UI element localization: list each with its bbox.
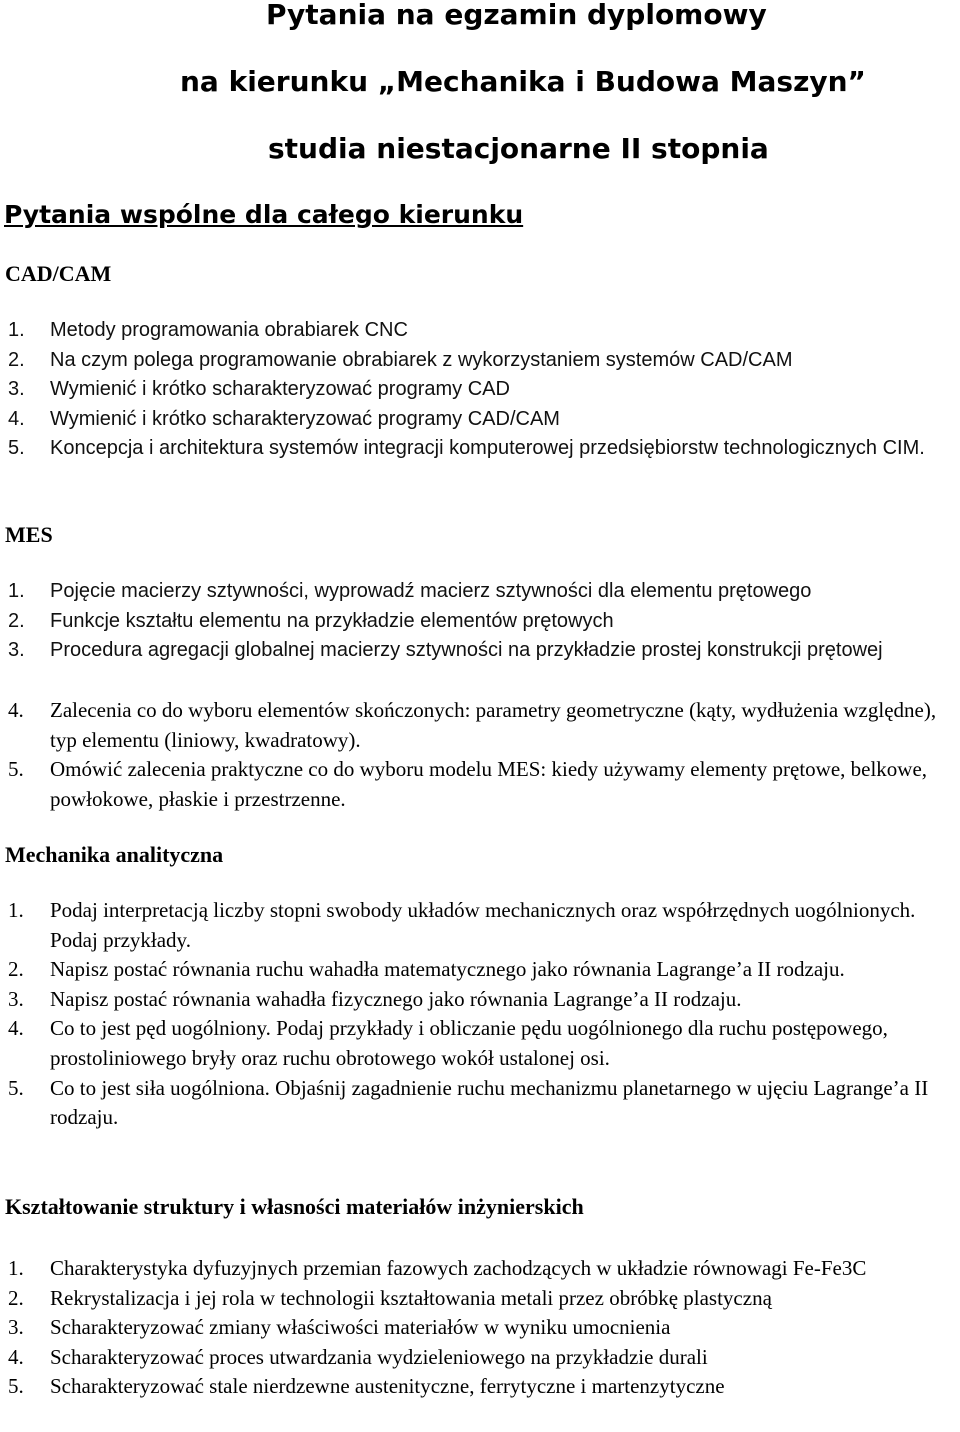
- question-text: Scharakteryzować zmiany właściwości materiałów w wyniku umocnienia: [50, 1315, 671, 1340]
- question-number: 4.: [8, 1016, 24, 1041]
- question-list-mes-continued: [0, 696, 960, 814]
- document-title: Pytania na egzamin dyplomowy: [266, 0, 767, 31]
- question-text: Procedura agregacji globalnej macierzy sztywności na przykładzie prostej konstrukcji prętowej: [50, 639, 883, 662]
- section-heading-mes: MES: [5, 522, 53, 547]
- section-heading-materials-engineering: Kształtowanie struktury i własności materiałów inżynierskich: [5, 1194, 584, 1219]
- question-number: 5.: [8, 757, 24, 782]
- document-subtitle-mode: studia niestacjonarne II stopnia: [268, 132, 769, 165]
- question-number: 5.: [8, 1374, 24, 1399]
- question-text: Napisz postać równania ruchu wahadła matematycznego jako równania Lagrange’a II rodzaju.: [50, 957, 845, 982]
- question-number: 5.: [8, 1075, 24, 1100]
- question-number: 2.: [8, 348, 25, 371]
- question-text: Co to jest pęd uogólniony. Podaj przykłady i obliczanie pędu uogólnionego dla ruchu postępowego, prostoliniowego bryły oraz ruchu obrotowego wokół ustalonej osi.: [50, 1016, 888, 1070]
- question-number: 2.: [8, 957, 24, 982]
- question-text: Na czym polega programowanie obrabiarek z wykorzystaniem systemów CAD/CAM: [50, 348, 793, 371]
- question-list-analytical-mechanics: [0, 896, 960, 1133]
- common-questions-heading: Pytania wspólne dla całego kierunku: [4, 200, 524, 229]
- question-text: Napisz postać równania wahadła fizycznego jako równania Lagrange’a II rodzaju.: [50, 986, 742, 1011]
- question-item: [0, 607, 960, 637]
- question-text: Podaj interpretacją liczby stopni swobody układów mechanicznych oraz współrzędnych uogólnionych. Podaj przykłady.: [50, 898, 916, 952]
- question-item: [0, 1372, 960, 1402]
- question-number: 3.: [8, 986, 24, 1011]
- question-text: Co to jest siła uogólniona. Objaśnij zagadnienie ruchu mechanizmu planetarnego w ujęciu Lagrange’a II rodzaju.: [50, 1075, 929, 1130]
- question-number: 4.: [8, 1344, 24, 1369]
- question-text: Wymienić i krótko scharakteryzować programy CAD: [50, 378, 510, 401]
- question-text: Omówić zalecenia praktyczne co do wyboru modelu MES: kiedy używamy elementy prętowe, belkowe, powłokowe, płaskie i przestrzenne.: [50, 757, 928, 811]
- question-item: [0, 955, 960, 985]
- question-number: 2.: [8, 1285, 24, 1310]
- question-text: Metody programowania obrabiarek CNC: [50, 319, 408, 341]
- question-number: 1.: [8, 1256, 24, 1280]
- question-item: [0, 577, 960, 607]
- question-item: [0, 696, 960, 755]
- section-heading-cad-cam: CAD/CAM: [5, 261, 112, 286]
- question-item: [0, 405, 960, 435]
- question-text: Zalecenia co do wyboru elementów skończonych: parametry geometryczne (kąty, wydłużenia względne), typ elementu (liniowy, kwadratowy).: [50, 698, 937, 752]
- question-number: 3.: [8, 1315, 24, 1340]
- question-item: [0, 1313, 960, 1343]
- question-text: Charakterystyka dyfuzyjnych przemian fazowych zachodzących w układzie równowagi Fe-Fe3C: [50, 1256, 867, 1280]
- question-text: Scharakteryzować proces utwardzania wydzieleniowego na przykładzie durali: [50, 1344, 708, 1369]
- question-item: [0, 346, 960, 376]
- question-number: 1.: [8, 580, 25, 602]
- question-item: [0, 1014, 960, 1073]
- question-item: [0, 985, 960, 1015]
- question-text: Koncepcja i architektura systemów integracji komputerowej przedsiębiorstw technologicznych CIM.: [50, 437, 925, 460]
- question-number: 4.: [8, 698, 24, 722]
- question-list-cad-cam: [0, 316, 960, 464]
- section-heading-analytical-mechanics: Mechanika analityczna: [5, 842, 224, 867]
- question-text: Rekrystalizacja i jej rola w technologii kształtowania metali przez obróbkę plastyczną: [50, 1285, 772, 1310]
- question-number: 3.: [8, 639, 25, 662]
- question-item: [0, 375, 960, 405]
- question-number: 4.: [8, 407, 25, 430]
- document-subtitle-field: na kierunku „Mechanika i Budowa Maszyn”: [180, 65, 866, 98]
- question-item: [0, 1074, 960, 1133]
- question-number: 5.: [8, 437, 25, 460]
- question-list-mes: [0, 577, 960, 666]
- question-item: [0, 316, 960, 346]
- question-number: 3.: [8, 378, 25, 401]
- question-text: Funkcje kształtu elementu na przykładzie elementów prętowych: [50, 609, 614, 632]
- question-number: 2.: [8, 609, 25, 632]
- question-item: [0, 636, 960, 666]
- question-item: [0, 1284, 960, 1314]
- question-item: [0, 896, 960, 955]
- question-text: Scharakteryzować stale nierdzewne austenityczne, ferrytyczne i martenzytyczne: [50, 1374, 725, 1399]
- question-text: Pojęcie macierzy sztywności, wyprowadź macierz sztywności dla elementu prętowego: [50, 580, 812, 602]
- question-number: 1.: [8, 319, 25, 341]
- question-item: [0, 1254, 960, 1284]
- question-number: 1.: [8, 898, 24, 922]
- question-item: [0, 434, 960, 464]
- question-list-materials-engineering: [0, 1254, 960, 1402]
- question-text: Wymienić i krótko scharakteryzować programy CAD/CAM: [50, 407, 560, 430]
- question-item: [0, 1343, 960, 1373]
- question-item: [0, 755, 960, 814]
